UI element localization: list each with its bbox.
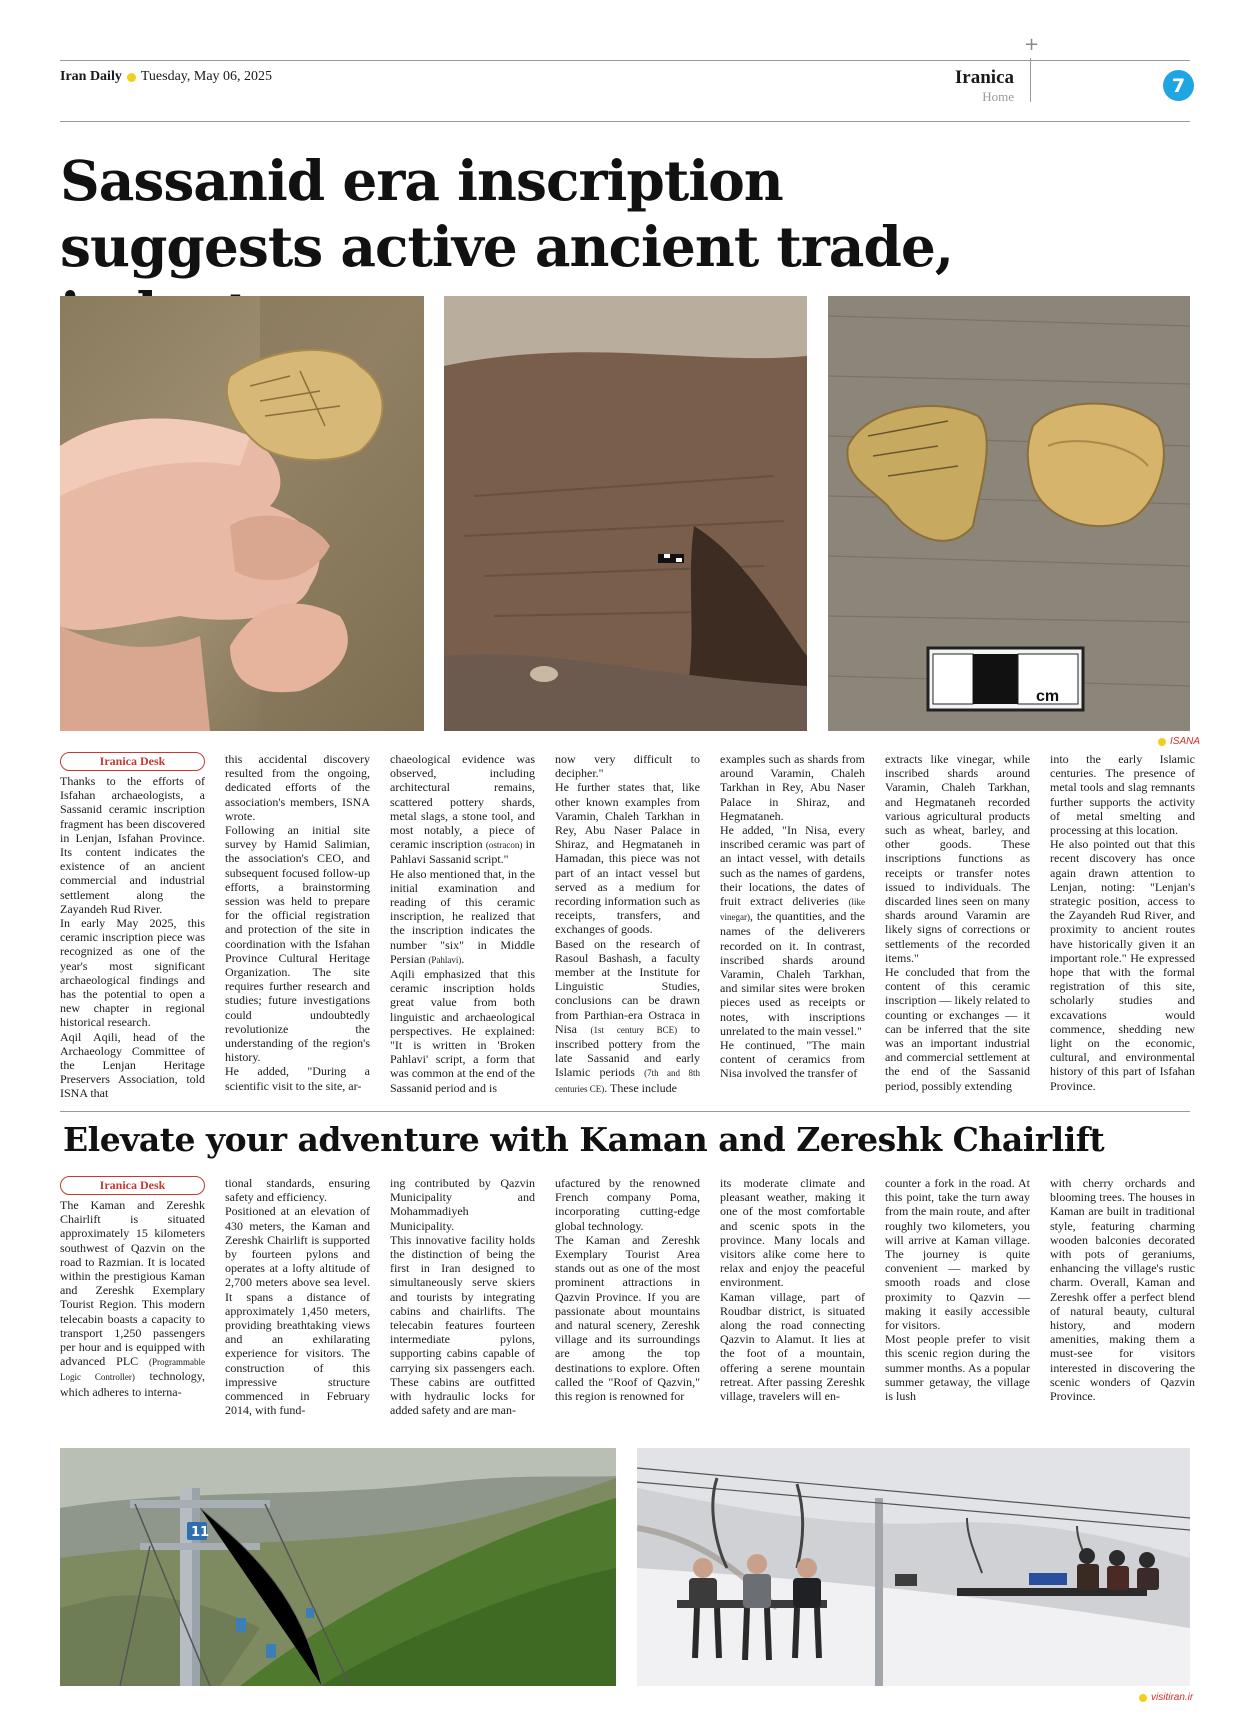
paragraph: In early May 2025, this ceramic inscription piece was recognized as one of the year's most significant archaeological findings and has the potential to open a new chapter in regional historical research. [60, 916, 205, 1030]
text-run: , the quantities, and the names of the deliverers recorded on it. In contrast, inscribed shards around Varamin, Chaleh Tarkhan, and similar sites were broken pieces used as receipts or notes, with inscriptions unrelated to the main vessel." [720, 909, 865, 1038]
crop-mark-icon: + [1024, 34, 1040, 55]
subsection-name: Home [982, 89, 1014, 104]
credit-dot-icon [1139, 1694, 1147, 1702]
photo-credit-2 [1139, 1692, 1193, 1703]
section-label [955, 67, 1014, 105]
article1-col-2 [225, 752, 370, 1101]
issue-date: Tuesday, May 06, 2025 [140, 69, 273, 84]
paragraph: Following an initial site survey by Hamid Salimian, the association's CEO, and subsequent focused follow-up efforts, a brainstorming session was held to prepare for the official registration and protection of the site in coordination with the Isfahan Province Cultural Heritage Organization. The site requires further research and studies; future investigations could undoubtedly revolutionize the understanding of the region's history. [225, 823, 370, 1065]
article2-col-7 [1050, 1176, 1195, 1417]
article2-col-4 [555, 1176, 700, 1417]
paragraph: into the early Islamic centuries. The presence of metal tools and slag remnants further supports the activity of metal smelting and processing at this location. [1050, 752, 1195, 838]
header-divider [1030, 58, 1031, 102]
photo-credit-1 [1158, 736, 1200, 747]
paragraph: He added, "During a scientific visit to the site, ar- [225, 1064, 370, 1093]
byline-badge: Iranica Desk [60, 1176, 205, 1195]
paragraph: with cherry orchards and blooming trees. The houses in Kaman are built in traditional style, featuring charming wooden balconies decorated with pots of geraniums, enhancing the village's rustic charm. Overall, Kaman and Zereshk offer a perfect blend of natural beauty, cultural history, and modern amenities, making them a must-see for visitors interested in discovering the scenic wonders of Qazvin Province. [1050, 1176, 1195, 1404]
parenthetical-note: (7th and 8th centuries CE) [555, 1068, 700, 1094]
parenthetical-note: (1st century BCE) [590, 1024, 678, 1035]
paragraph: He concluded that from the content of this ceramic inscription — likely related to counting or exchanges — it can be inferred that the site was an important industrial and commercial settlement at the end of the Sassanid period, possibly extending [885, 965, 1030, 1093]
paragraph: tional standards, ensuring safety and efficiency. [225, 1176, 370, 1205]
text-run: He added, "In Nisa, every inscribed ceramic was part of an intact vessel, with details such as the names of gardens, their locations, the dates of fruit extract deliveries [720, 823, 865, 909]
article2-col-5 [720, 1176, 865, 1417]
text-run: Based on the research of Rasoul Bashash, a faculty member at the Institute for Linguistic Studies, conclusions can be drawn from Parthian-era Ostraca in Nisa [555, 936, 700, 1036]
paragraph: Most people prefer to visit this scenic region during the summer months. As a popular summer getaway, the village is lush [885, 1332, 1030, 1404]
credit-text-1: ISANA [1170, 736, 1201, 747]
headline-line-2: suggests active ancient trade, [60, 214, 954, 279]
paragraph: Aqil Aqili, head of the Archaeology Committee of the Lenjan Heritage Preservers Association, told ISNA that [60, 1029, 205, 1101]
header-rule [60, 121, 1190, 122]
paragraph [60, 1198, 205, 1399]
article2-col-6 [885, 1176, 1030, 1417]
photo-excavation-wall [444, 296, 807, 731]
paragraph: Aqili emphasized that this ceramic inscription holds great value from both linguistic and archaeological perspectives. He explained: "It is written in 'Broken Pahlavi' script, a form that was common at the end of the Sassanid period and is [390, 967, 535, 1095]
paragraph: extracts like vinegar, while inscribed shards around Varamin, Chaleh Tarkhan, and Hegmataneh recorded various agricultural products such as wheat, barley, and other goods. These inscriptions functions as receipts or transfer notes issued to individuals. The discarded lines seen on many shards around Varamin are likely signs of corrections or settlements of the recorded items." [885, 752, 1030, 965]
paragraph: ufactured by the renowned French company Poma, incorporating cutting-edge global technology. [555, 1176, 700, 1233]
paragraph [720, 823, 865, 1038]
paragraph: its moderate climate and pleasant weather, making it one of the most comfortable and scenic spots in the province. Many locals and visitors alike come here to relax and enjoy the peaceful environment. [720, 1176, 865, 1290]
article2-col-1 [60, 1176, 205, 1417]
article2-col-3 [390, 1176, 535, 1417]
article1-body [60, 752, 1195, 1101]
byline-badge: Iranica Desk [60, 752, 205, 771]
text-run: . These include [604, 1080, 677, 1095]
article1-col-5 [720, 752, 865, 1101]
paragraph [555, 937, 700, 1096]
paragraph: examples such as shards from around Varamin, Chaleh Tarkhan in Rey, Abu Naser Palace in Shiraz, and Hegmataneh. [720, 752, 865, 823]
text-run: chaeological evidence was observed, including architectural remains, scattered pottery shards, metal slags, a stone tool, and most notably, a piece of ceramic inscription [390, 752, 535, 852]
paragraph: Positioned at an elevation of 430 meters, the Kaman and Zereshk Chairlift is supported by fourteen pylons and operates at a lofty altitude of 2,700 meters above sea level. It spans a distance of approximately 1,450 meters, providing breathtaking views and an exhilarating experience for visitors. The construction of this impressive structure commenced in February 2014, with fund- [225, 1204, 370, 1418]
paragraph [390, 752, 535, 867]
text-run: in Pahlavi Sassanid script." [390, 837, 536, 867]
paragraph: He further states that, like other known examples from Varamin, Chaleh Tarkhan in Rey, Abu Naser Palace in Shiraz, and Hegmataneh in Hamadan, this piece was not part of an intact vessel but served as a medium for recording information such as receipts, transfers, and exchanges of goods. [555, 780, 700, 937]
text-run: The Kaman and Zereshk Chairlift is situated approximately 15 kilometers southwest of Qazvin on the road to Razmian. It is located within the prestigious Kaman and Zereshk Exemplary Tourist Region. This modern telecabin boasts a capacity to transport 1,250 passengers per hour and is equipped with advanced PLC [60, 1198, 205, 1369]
photo-chairlift-mountain [60, 1448, 616, 1686]
article1-col-1 [60, 752, 205, 1101]
page-number: 7 [1163, 70, 1194, 101]
parenthetical-note: (like vinegar) [720, 897, 865, 923]
article1-col-4 [555, 752, 700, 1101]
article1-col-3 [390, 752, 535, 1101]
headline-line-1: Sassanid era inscription [60, 148, 783, 213]
scale-label: cm [1036, 688, 1060, 705]
parenthetical-note: (Programmable Logic Controller) [60, 1357, 206, 1383]
parenthetical-note: (Pahlavi) [428, 954, 462, 965]
article2-headline: Elevate your adventure with Kaman and Zereshk Chairlift [63, 1120, 1105, 1159]
paragraph: counter a fork in the road. At this point, take the turn away from the main route, and after roughly two kilometers, you will arrive at Kaman village. The journey is quite convenient — marked by smooth roads and close proximity to Qazvin — making it easily accessible for visitors. [885, 1176, 1030, 1333]
paragraph: now very difficult to decipher." [555, 752, 700, 781]
parenthetical-note: (ostracon) [485, 840, 523, 851]
text-run: to inscribed pottery from the late Sassanid and early Islamic periods [555, 1021, 701, 1080]
text-run: He also mentioned that, in the initial examination and reading of this ceramic inscription, he realized that the inscription indicates the number "six" in Middle Persian [390, 866, 535, 966]
article2-col-2 [225, 1176, 370, 1417]
paragraph: Kaman village, part of Roudbar district, is situated along the road connecting Qazvin to Alamut. It lies at the foot of a mountain, offering a serene mountain retreat. After passing Zereshk village, travelers will en- [720, 1289, 865, 1404]
masthead [60, 69, 272, 85]
top-rule [60, 60, 1190, 61]
paragraph: Thanks to the efforts of Isfahan archaeologists, a Sassanid ceramic inscription fragment has been discovered in Lenjan, Isfahan Province. Its content indicates the existence of an ancient commercial and industrial settlement along the Zayandeh Rud River. [60, 774, 205, 916]
text-run: technology, which adheres to interna- [60, 1369, 205, 1399]
photo-shards-with-scale [828, 296, 1190, 731]
paragraph: This innovative facility holds the distinction of being the first in Iran designed to simultaneously serve skiers and tourists by integrating cabins and chairlifts. The telecabin features fourteen intermediate pylons, supporting cabins capable of carrying six passengers each. These cabins are outfitted with hydraulic locks for added safety and are man- [390, 1232, 535, 1418]
section-name: Iranica [954, 67, 1014, 88]
credit-dot-icon [1158, 738, 1166, 746]
tower-number: 11 [191, 1525, 210, 1540]
paragraph: ing contributed by Qazvin Municipality and Mohammadiyeh Municipality. [390, 1176, 535, 1233]
article2-body [60, 1176, 1195, 1417]
credit-text-2: visitiran.ir [1151, 1692, 1194, 1703]
photo-chairlift-riders [637, 1448, 1190, 1686]
photo-hand-holding-shard [60, 296, 424, 731]
bullet-dot-icon [127, 73, 136, 82]
paragraph: The Kaman and Zereshk Exemplary Tourist Area stands out as one of the most prominent attractions in Qazvin Province. If you are passionate about mountains and natural scenery, Zereshk village and its surroundings are among the top destinations to explore. Often called the "Roof of Qazvin," this region is renowned for [555, 1232, 700, 1404]
article1-col-6 [885, 752, 1030, 1101]
article1-col-7 [1050, 752, 1195, 1101]
paragraph: He continued, "The main content of ceramics from Nisa involved the transfer of [720, 1038, 865, 1081]
paragraph: this accidental discovery resulted from the ongoing, dedicated efforts of the association's members, ISNA wrote. [225, 752, 370, 823]
paragraph [390, 867, 535, 967]
text-run: . [461, 951, 465, 966]
paper-name: Iran Daily [60, 69, 122, 84]
paragraph: He also pointed out that this recent discovery has once again drawn attention to Lenjan, noting: "Lenjan's strategic position, access to the Zayandeh Rud River, and proximity to ancient routes have historically given it an important role." He expressed hope that with the formal registration of this site, scholarly studies and excavations would commence, shedding new light on the economic, cultural, and environmental history of this part of Isfahan Province. [1050, 837, 1195, 1093]
article-divider [60, 1111, 1190, 1112]
